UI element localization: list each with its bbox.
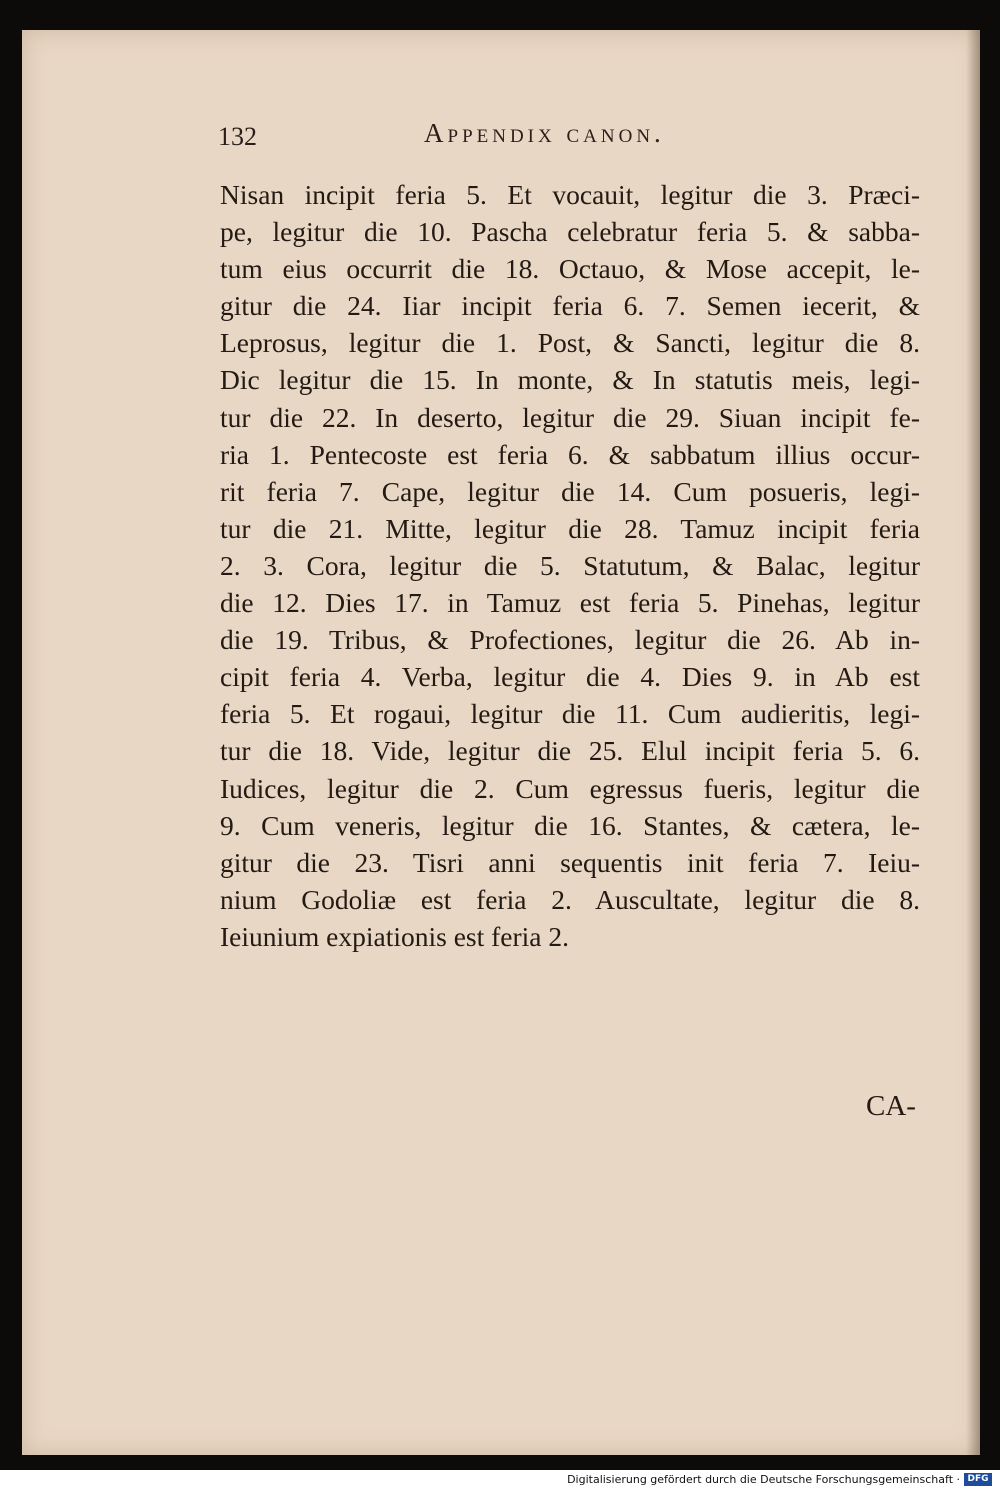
text-line: tur die 22. In deserto, legitur die 29. Siuan incipit fe- xyxy=(220,401,920,433)
running-title: Appendix canon. xyxy=(424,118,665,148)
text-line: ria 1. Pentecoste est feria 6. & sabbatum illius occur- xyxy=(220,438,920,470)
text-line: Iudices, legitur die 2. Cum egressus fueris, legitur die xyxy=(220,772,920,804)
text-line: die 19. Tribus, & Profectiones, legitur die 26. Ab in- xyxy=(220,624,920,656)
text-line: pe, legitur die 10. Pascha celebratur feria 5. & sabba- xyxy=(220,216,920,248)
text-line: 9. Cum veneris, legitur die 16. Stantes, & cætera, le- xyxy=(220,809,920,841)
page-number: 132 xyxy=(218,122,257,151)
text-line: die 12. Dies 17. in Tamuz est feria 5. Pinehas, legitur xyxy=(220,587,920,619)
text-line-last: Ieiunium expiationis est feria 2. xyxy=(220,920,570,952)
text-line: Dic legitur die 15. In monte, & In statutis meis, legi- xyxy=(220,364,920,396)
catchword: CA- xyxy=(866,1090,916,1122)
text-line: 2. 3. Cora, legitur die 5. Statutum, & Balac, legitur xyxy=(220,549,920,581)
text-line: gitur die 23. Tisri anni sequentis init feria 7. Ieiu- xyxy=(220,846,920,878)
text-line: Leprosus, legitur die 1. Post, & Sancti, legitur die 8. xyxy=(220,327,920,359)
text-line: tum eius occurrit die 18. Octauo, & Mose accepit, le- xyxy=(220,253,920,285)
text-line: gitur die 24. Iiar incipit feria 6. 7. Semen iecerit, & xyxy=(220,290,920,322)
text-line: cipit feria 4. Verba, legitur die 4. Dies 9. in Ab est xyxy=(220,661,920,693)
text-line: feria 5. Et rogaui, legitur die 11. Cum audieritis, legi- xyxy=(220,698,920,730)
page-edge-shadow xyxy=(966,30,980,1455)
page-header xyxy=(218,118,758,158)
dfg-logo: DFG xyxy=(964,1473,992,1486)
body-text xyxy=(220,176,920,955)
footer-bar xyxy=(0,1470,1000,1490)
text-line: tur die 18. Vide, legitur die 25. Elul incipit feria 5. 6. xyxy=(220,735,920,767)
text-line: Nisan incipit feria 5. Et vocauit, legitur die 3. Præci- xyxy=(220,179,920,210)
funding-credit: Digitalisierung gefördert durch die Deutsche Forschungsgemeinschaft · xyxy=(567,1473,960,1486)
text-line: nium Godoliæ est feria 2. Auscultate, legitur die 8. xyxy=(220,883,920,915)
text-line: tur die 21. Mitte, legitur die 28. Tamuz incipit feria xyxy=(220,512,920,544)
text-line: rit feria 7. Cape, legitur die 14. Cum posueris, legi- xyxy=(220,475,920,507)
